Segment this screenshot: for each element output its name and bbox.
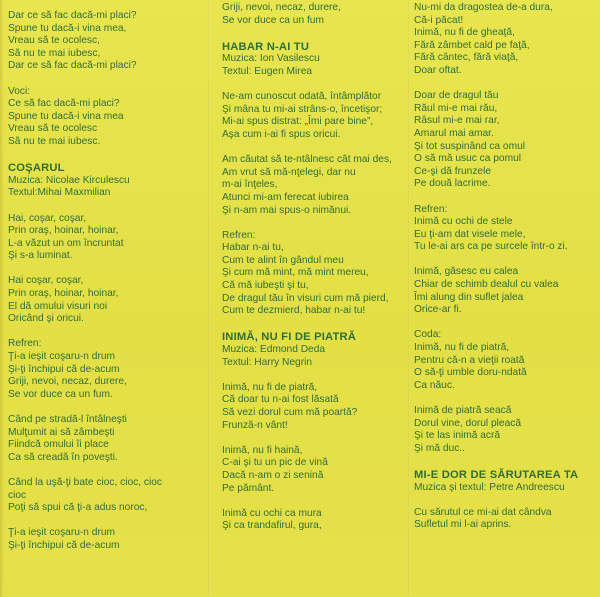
lyric-line: Ce-şi dă frunzele: [414, 165, 492, 177]
page-edge-wear: [0, 0, 4, 597]
lyric-line: m-ai înţeles,: [222, 179, 278, 191]
stanza-gap: [222, 79, 407, 92]
lyric-line: Eu ţi-am dat visele mele,: [414, 228, 526, 240]
lyric-line: C-ai şi tu un pic de vină: [222, 457, 328, 469]
lyric-line: Spune tu dacă-i vina mea,: [8, 22, 127, 34]
lyric-line: Inimă cu ochi ca mura: [222, 507, 322, 519]
lyric-line: Fără zâmbet cald pe faţă,: [414, 39, 530, 51]
stanza-gap: [414, 494, 600, 507]
lyric-line: Şi mă duc..: [414, 442, 465, 454]
lyric-line: Hai, coşar, coşar,: [8, 212, 87, 224]
lyric-line: Tu le-ai ars ca pe surcele într-o zi.: [414, 241, 568, 253]
stanza-gap: [222, 142, 407, 155]
lyric-line: Şi te las inimă acră: [414, 430, 501, 442]
lyric-line: El dă omului visuri noi: [8, 300, 108, 312]
lyric-line: Că doar tu n-ai fost lăsată: [222, 394, 339, 406]
stanza-gap: [8, 263, 203, 276]
stanza-gap: [222, 432, 407, 445]
lyric-line: Dorul vine, dorul pleacă: [414, 417, 522, 429]
lyric-line: Am căutat să te-ntâlnesc cât mai des,: [222, 154, 392, 166]
lyric-line: Şi mâna tu mi-ai strâns-o, încetişor;: [222, 103, 383, 115]
lyric-line: O să mă usuc ca pomul: [414, 153, 522, 165]
stanza-gap: [414, 317, 600, 330]
lyric-line: Inimă, găsesc eu calea: [414, 266, 519, 278]
lyric-line: Ne-am cunoscut odată, întâmplător: [222, 91, 382, 103]
lyric-line: Când pe stradă-l întâlneşti: [8, 414, 127, 425]
stanza-gap: [222, 27, 407, 40]
song-credit: Textul: Harry Negrin: [222, 356, 313, 368]
lyric-line: Mulţumit ai să zâmbeşti: [8, 426, 115, 438]
song-title: MI-E DOR DE SĂRUTAREA TA: [414, 468, 579, 481]
lyric-line: Că mă iubeşti şi tu,: [222, 280, 309, 292]
stanza-gap: [8, 73, 203, 86]
lyric-line: Pe pământ.: [222, 482, 275, 494]
lyric-line: Vreau să te ocolesc: [8, 123, 98, 135]
lyric-line: Şi s-a luminat.: [8, 250, 73, 262]
lyric-line: Doar oftat.: [414, 64, 462, 76]
song-credit: Muzica şi textul: Petre Andreescu: [414, 481, 565, 493]
lyric-line: Ce să fac dacă-mi placi?: [8, 98, 120, 110]
lyric-line: Se vor duce ca un fum.: [8, 388, 113, 400]
lyric-line: Refren:: [8, 338, 42, 350]
stanza-gap: [222, 495, 407, 508]
lyric-line: Inimă, nu fi de gheaţă,: [414, 27, 515, 39]
song-credit: Textul:Mihai Maxmilian: [8, 187, 111, 199]
stanza-gap: [222, 318, 407, 331]
stanza-gap: [8, 200, 203, 213]
lyric-line: Şi ca trandafirul, gura,: [222, 520, 322, 532]
lyric-line: Îmi alung din suflet jalea: [414, 291, 524, 303]
lyric-line: Am vrut să mă-nţelegi, dar nu: [222, 166, 356, 178]
lyrics-column-3: [414, 2, 600, 532]
lyric-line: Fără cântec, fără viaţă,: [414, 52, 519, 64]
lyric-line: Inimă, nu fi haină,: [222, 444, 303, 456]
lyric-line: Spune tu dacă-i vina mea: [8, 110, 124, 122]
lyric-line: Inimă, nu fi de piatră,: [414, 342, 510, 354]
lyric-line: Ca să creadă în poveşti.: [8, 451, 118, 463]
lyric-line: Inimă de piatră seacă: [414, 405, 512, 416]
stanza-gap: [414, 392, 600, 405]
song-credit: Muzica: Ion Vasilescu: [222, 53, 320, 65]
song-credit: Muzica: Edmond Deda: [222, 344, 326, 356]
lyric-line: Voci:: [8, 85, 31, 97]
lyric-line: Doar de dragul tău: [414, 90, 499, 102]
lyric-line: Pentru că-n a vieţii roată: [414, 354, 525, 366]
lyric-line: Când la uşă-ţi bate cioc, cioc, cioc: [8, 476, 163, 488]
lyric-line: Fiindcă omului îi place: [8, 439, 109, 451]
lyric-line: Nu-mi da dragostea de-a dura,: [414, 2, 553, 13]
lyric-line: Prin oraş, hoinar, hoinar,: [8, 288, 119, 300]
lyric-line: Habar n-ai tu,: [222, 242, 284, 254]
lyric-line: Dar ce să fac dacă-mi placi?: [8, 10, 137, 21]
lyric-line: Mi-ai spus distrat: „Îmi pare bine”,: [222, 116, 374, 128]
lyric-line: Să nu te mai iubesc,: [8, 47, 101, 59]
stanza-gap: [414, 191, 600, 204]
lyric-line: Aşa cum i-ai fi spus oricui.: [222, 128, 341, 140]
stanza-gap: [414, 78, 600, 91]
lyric-line: Râsul mi-e mai rar,: [414, 115, 500, 127]
lyric-line: Orice-ar fi.: [414, 304, 462, 316]
lyric-line: Prin oraş, hoinar, hoinar,: [8, 225, 119, 237]
lyric-line: Să vezi dorul cum mă poartă?: [222, 407, 358, 418]
stanza-gap: [8, 464, 203, 477]
lyric-line: Dar ce să fac dacă-mi placi?: [8, 60, 137, 72]
lyric-line: Cum te alint în gândul meu: [222, 254, 344, 266]
stanza-gap: [8, 401, 203, 414]
lyric-line: Se vor duce ca un fum: [222, 14, 324, 26]
stanza-gap: [8, 515, 203, 528]
lyric-line: Refren:: [414, 203, 448, 215]
song-credit: Textul: Eugen Mirea: [222, 65, 313, 77]
lyric-line: Hai coşar, coşar,: [8, 275, 84, 287]
lyric-line: O să-ţi umble doru-ndată: [414, 367, 527, 379]
lyrics-column-1: [8, 10, 203, 553]
lyric-line: Dacă n-am o zi senină: [222, 469, 324, 481]
stanza-gap: [222, 217, 407, 230]
lyric-line: Şi-ţi închipui că de-acum: [8, 363, 120, 375]
lyric-line: Griji, nevoi, necaz, durere,: [222, 2, 341, 13]
lyric-line: Oricând şi oricui.: [8, 313, 84, 325]
lyric-line: Inimă cu ochi de stele: [414, 216, 513, 228]
stanza-gap: [414, 254, 600, 267]
lyric-line: Atunci mi-am ferecat iubirea: [222, 191, 349, 203]
song-title: HABAR N-AI TU: [222, 40, 310, 53]
lyric-line: Că-i păcat!: [414, 14, 464, 26]
lyric-line: Inimă, nu fi de piatră,: [222, 381, 318, 393]
lyric-line: Coda:: [414, 329, 442, 341]
lyric-line: Şi-ţi închipui că de-acum: [8, 539, 120, 551]
lyric-line: Şi tot suspinând ca omul: [414, 140, 525, 152]
lyric-line: Frunză-n vânt!: [222, 419, 288, 431]
stanza-gap: [222, 369, 407, 382]
lyric-line: Şi n-am mai spus-o nimănui.: [222, 204, 352, 216]
lyric-line: L-a văzut un om încruntat: [8, 237, 124, 249]
stanza-gap: [414, 455, 600, 468]
song-title: INIMĂ, NU FI DE PIATRĂ: [222, 331, 357, 344]
stanza-gap: [8, 326, 203, 339]
stanza-gap: [8, 149, 203, 162]
song-title: COŞARUL: [8, 162, 65, 175]
lyric-line: Refren:: [222, 229, 256, 241]
lyric-line: Amarul mai amar.: [414, 127, 494, 139]
lyric-line: Cum te dezmierd, habar n-ai tu!: [222, 305, 366, 317]
lyrics-column-2: [222, 2, 407, 533]
lyric-line: Vreau să te ocolesc,: [8, 35, 100, 47]
lyric-line: Pe două lacrime.: [414, 178, 491, 190]
lyric-line: Ţi-a ieşit coşaru-n drum: [8, 351, 115, 363]
lyric-line: Şi cum mă mint, mă mint mereu,: [222, 267, 369, 279]
column-fold: [208, 0, 210, 597]
lyric-line: Răul mi-e mai rău,: [414, 102, 498, 114]
lyric-line: Sufletul mi l-ai aprins.: [414, 519, 512, 531]
lyric-line: Să nu te mai iubesc.: [8, 135, 101, 147]
lyric-line: cioc: [8, 489, 27, 501]
lyric-line: Ţi-a ieşit coşaru-n drum: [8, 527, 115, 539]
lyric-line: Cu sărutul ce mi-ai dat cândva: [414, 506, 552, 518]
lyric-line: Poţi să spui că ţi-a adus noroc,: [8, 502, 148, 514]
song-credit: Muzica: Nicolae Kirculescu: [8, 174, 130, 186]
lyric-line: Ca năuc.: [414, 379, 455, 391]
lyric-line: Griji, nevoi, necaz, durere,: [8, 376, 127, 388]
column-fold: [408, 0, 410, 597]
lyric-line: Chiar de schimb dealul cu valea: [414, 279, 559, 291]
lyric-line: De dragul tău în visuri cum mă pierd,: [222, 292, 389, 304]
